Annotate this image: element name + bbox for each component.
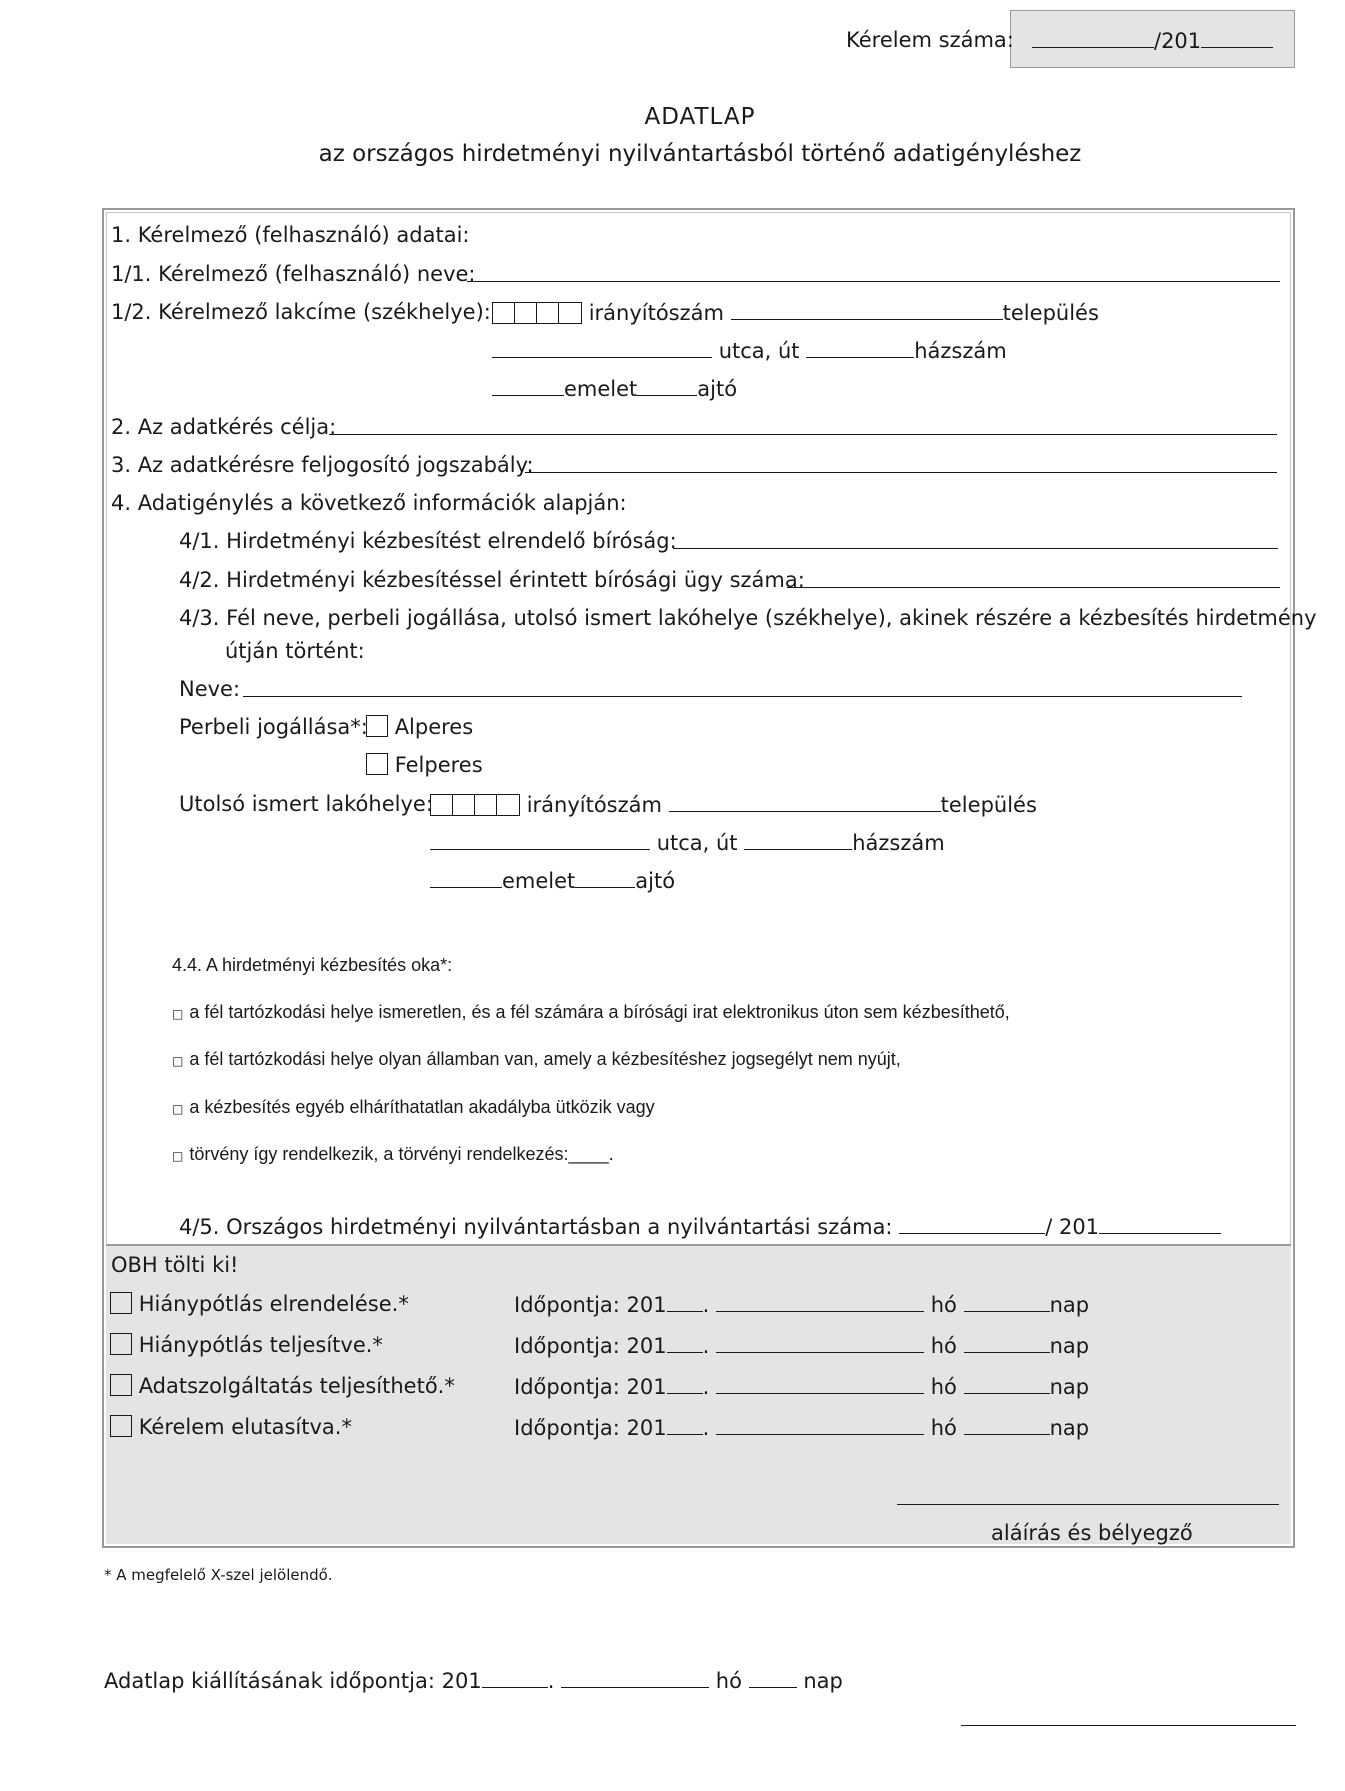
reason-4-text: törvény így rendelkezik, a törvényi rendelkezés:____.	[189, 1144, 614, 1164]
registry-year-label: / 201	[1045, 1215, 1100, 1239]
obh-row-3	[110, 1373, 455, 1399]
party-floor-field[interactable]	[430, 867, 502, 888]
obh-date-1-day-label: nap	[1049, 1293, 1090, 1317]
obh-row-4	[110, 1414, 352, 1440]
page-subtitle: az országos hirdetményi nyilvántartásból történő adatigényléshez	[318, 141, 1082, 167]
last-address-label: Utolsó ismert lakóhelye:	[179, 792, 433, 816]
last-address-row1	[430, 791, 1037, 818]
obh-row-3-label: Adatszolgáltatás teljesíthető.*	[138, 1374, 455, 1398]
obh-date-4-dot: .	[702, 1416, 710, 1440]
obh-date-1-dot: .	[702, 1293, 710, 1317]
obh-date-2-month-label: hó	[930, 1334, 957, 1358]
obh-date-3-month-label: hó	[930, 1375, 957, 1399]
obh-date-2-day[interactable]	[964, 1332, 1050, 1353]
obh-signature-label: aláírás és bélyegző	[991, 1521, 1193, 1545]
party-door-label: ajtó	[635, 869, 676, 893]
applicant-house-field[interactable]	[806, 337, 914, 358]
legal-basis-field[interactable]	[525, 472, 1277, 473]
applicant-floor-field[interactable]	[492, 375, 564, 396]
applicant-address-label: 1/2. Kérelmező lakcíme (székhelye):	[111, 300, 491, 324]
applicant-postcode-label: irányítószám	[588, 301, 724, 325]
party-street-label: utca, út	[656, 831, 738, 855]
obh-date-1-month[interactable]	[716, 1291, 924, 1312]
obh-row-2-checkbox[interactable]	[110, 1333, 132, 1355]
party-house-label: házszám	[852, 831, 945, 855]
applicant-name-field[interactable]	[467, 281, 1280, 282]
applicant-city-field[interactable]	[731, 299, 1003, 320]
reason-2-text: a fél tartózkodási helye olyan államban van, amely a kézbesítéshez jogsegélyt nem nyújt,	[189, 1049, 901, 1069]
obh-date-3-day-label: nap	[1049, 1375, 1090, 1399]
party-door-field[interactable]	[575, 867, 635, 888]
case-number-field[interactable]	[787, 587, 1280, 588]
reason-heading: 4.4. A hirdetményi kézbesítés oka*:	[172, 955, 453, 975]
obh-date-1-day[interactable]	[964, 1291, 1050, 1312]
applicant-address-row3	[492, 375, 737, 402]
request-number-year: /201	[1154, 29, 1202, 53]
obh-date-3-month[interactable]	[716, 1373, 924, 1394]
obh-date-2-day-label: nap	[1049, 1334, 1090, 1358]
legal-basis-label: 3. Az adatkérésre feljogosító jogszabály:	[111, 453, 534, 477]
request-number-year-blank[interactable]	[1201, 27, 1273, 48]
court-label: 4/1. Hirdetményi kézbesítést elrendelő bíróság:	[179, 529, 677, 553]
section4-heading: 4. Adatigénylés a következő információk alapján:	[111, 491, 627, 515]
footer-date	[104, 1667, 843, 1694]
obh-date-4-label: Időpontja: 201	[514, 1416, 667, 1440]
obh-date-4-day[interactable]	[964, 1414, 1050, 1435]
obh-date-3	[514, 1373, 1089, 1400]
last-address-row3	[430, 867, 675, 894]
obh-row-1-checkbox[interactable]	[110, 1292, 132, 1314]
party-label-line2: útján történt:	[225, 639, 365, 663]
party-postcode-label: irányítószám	[526, 793, 662, 817]
obh-date-1-month-label: hó	[930, 1293, 957, 1317]
footer-month-field[interactable]	[561, 1667, 709, 1688]
applicant-door-label: ajtó	[697, 377, 738, 401]
applicant-street-label: utca, út	[718, 339, 800, 363]
obh-date-2-year[interactable]	[667, 1332, 703, 1353]
obh-date-3-year[interactable]	[667, 1373, 703, 1394]
obh-row-2-label: Hiánypótlás teljesítve.*	[138, 1333, 383, 1357]
footer-signature-line[interactable]	[961, 1725, 1296, 1726]
applicant-street-field[interactable]	[492, 337, 712, 358]
status-option-defendant[interactable]	[366, 714, 473, 740]
obh-date-4-month-label: hó	[930, 1416, 957, 1440]
applicant-address-row2	[492, 337, 1007, 364]
reason-3-checkbox[interactable]: □	[172, 1102, 184, 1116]
registry-number-field[interactable]	[899, 1213, 1045, 1234]
registry-number-label: 4/5. Országos hirdetményi nyilvántartásban a nyilvántartási száma:	[179, 1215, 893, 1239]
obh-date-2-label: Időpontja: 201	[514, 1334, 667, 1358]
court-field[interactable]	[673, 548, 1278, 549]
obh-date-3-day[interactable]	[964, 1373, 1050, 1394]
request-number-field[interactable]	[1032, 27, 1273, 54]
applicant-address-row1	[492, 299, 1099, 326]
obh-row-1	[110, 1291, 409, 1317]
reason-3-text: a kézbesítés egyéb elháríthatatlan akadályba ütközik vagy	[189, 1097, 655, 1117]
page-title: ADATLAP	[644, 104, 756, 130]
footnote: * A megfelelő X-szel jelölendő.	[104, 1566, 333, 1584]
footer-dot: .	[547, 1669, 555, 1693]
footer-month-label: hó	[715, 1669, 742, 1693]
party-city-label: település	[940, 793, 1037, 817]
obh-date-2-month[interactable]	[716, 1332, 924, 1353]
party-postcode-boxes[interactable]	[430, 794, 520, 816]
party-city-field[interactable]	[669, 791, 941, 812]
footer-day-field[interactable]	[749, 1667, 797, 1688]
footer-date-label: Adatlap kiállításának időpontja: 201	[104, 1669, 482, 1693]
obh-signature-line[interactable]	[897, 1504, 1279, 1505]
party-street-field[interactable]	[430, 829, 650, 850]
reason-item-2[interactable]	[172, 1048, 901, 1072]
plaintiff-label: Felperes	[394, 753, 483, 777]
obh-date-1-year[interactable]	[667, 1291, 703, 1312]
party-name-label: Neve:	[179, 677, 241, 701]
reason-item-3[interactable]	[172, 1096, 655, 1120]
plaintiff-checkbox[interactable]	[366, 753, 388, 775]
last-address-row2	[430, 829, 945, 856]
request-number-label	[846, 27, 1014, 53]
applicant-floor-label: emelet	[564, 377, 638, 401]
reason-item-4[interactable]	[172, 1143, 614, 1167]
obh-date-3-dot: .	[702, 1375, 710, 1399]
obh-date-1-label: Időpontja: 201	[514, 1293, 667, 1317]
obh-date-4-day-label: nap	[1049, 1416, 1090, 1440]
defendant-checkbox[interactable]	[366, 715, 388, 737]
party-name-field[interactable]	[243, 696, 1242, 697]
applicant-house-label: házszám	[914, 339, 1007, 363]
reason-1-checkbox[interactable]: □	[172, 1007, 184, 1021]
obh-row-3-checkbox[interactable]	[110, 1374, 132, 1396]
reason-2-checkbox[interactable]: □	[172, 1054, 184, 1068]
obh-row-4-label: Kérelem elutasítva.*	[138, 1415, 352, 1439]
obh-date-3-label: Időpontja: 201	[514, 1375, 667, 1399]
obh-row-1-label: Hiánypótlás elrendelése.*	[138, 1292, 409, 1316]
obh-row-4-checkbox[interactable]	[110, 1415, 132, 1437]
footer-day-label: nap	[803, 1669, 843, 1693]
obh-heading: OBH tölti ki!	[111, 1253, 239, 1277]
obh-date-4	[514, 1414, 1089, 1441]
obh-date-4-year[interactable]	[667, 1414, 703, 1435]
obh-date-4-month[interactable]	[716, 1414, 924, 1435]
reason-1-text: a fél tartózkodási helye ismeretlen, és a fél számára a bírósági irat elektronikus úton sem kézbesíthető,	[189, 1002, 1010, 1022]
case-number-label: 4/2. Hirdetményi kézbesítéssel érintett bírósági ügy száma:	[179, 568, 805, 592]
reason-item-1[interactable]	[172, 1001, 1010, 1025]
party-house-field[interactable]	[744, 829, 852, 850]
party-label-line1: 4/3. Fél neve, perbeli jogállása, utolsó ismert lakóhelye (székhelye), akinek részére a kézbesítés hirdetmény	[179, 606, 1317, 630]
registry-year-field[interactable]	[1099, 1213, 1221, 1234]
applicant-city-label: település	[1002, 301, 1099, 325]
status-option-plaintiff[interactable]	[366, 752, 483, 778]
obh-row-2	[110, 1332, 383, 1358]
party-floor-label: emelet	[502, 869, 576, 893]
applicant-postcode-boxes[interactable]	[492, 302, 582, 324]
defendant-label: Alperes	[394, 715, 474, 739]
reason-4-checkbox[interactable]: □	[172, 1149, 184, 1163]
obh-date-2-dot: .	[702, 1334, 710, 1358]
obh-date-1	[514, 1291, 1089, 1318]
obh-date-2	[514, 1332, 1089, 1359]
footer-year-field[interactable]	[482, 1667, 548, 1688]
applicant-name-label: 1/1. Kérelmező (felhasználó) neve:	[111, 262, 476, 286]
applicant-door-field[interactable]	[637, 375, 697, 396]
purpose-field[interactable]	[329, 434, 1277, 435]
request-number-blank[interactable]	[1032, 27, 1154, 48]
request-number-label-text: Kérelem száma:	[846, 28, 1014, 52]
section1-heading: 1. Kérelmező (felhasználó) adatai:	[111, 223, 470, 247]
registry-number-row	[179, 1213, 1221, 1240]
party-status-label: Perbeli jogállása*:	[179, 715, 368, 739]
purpose-label: 2. Az adatkérés célja:	[111, 415, 337, 439]
